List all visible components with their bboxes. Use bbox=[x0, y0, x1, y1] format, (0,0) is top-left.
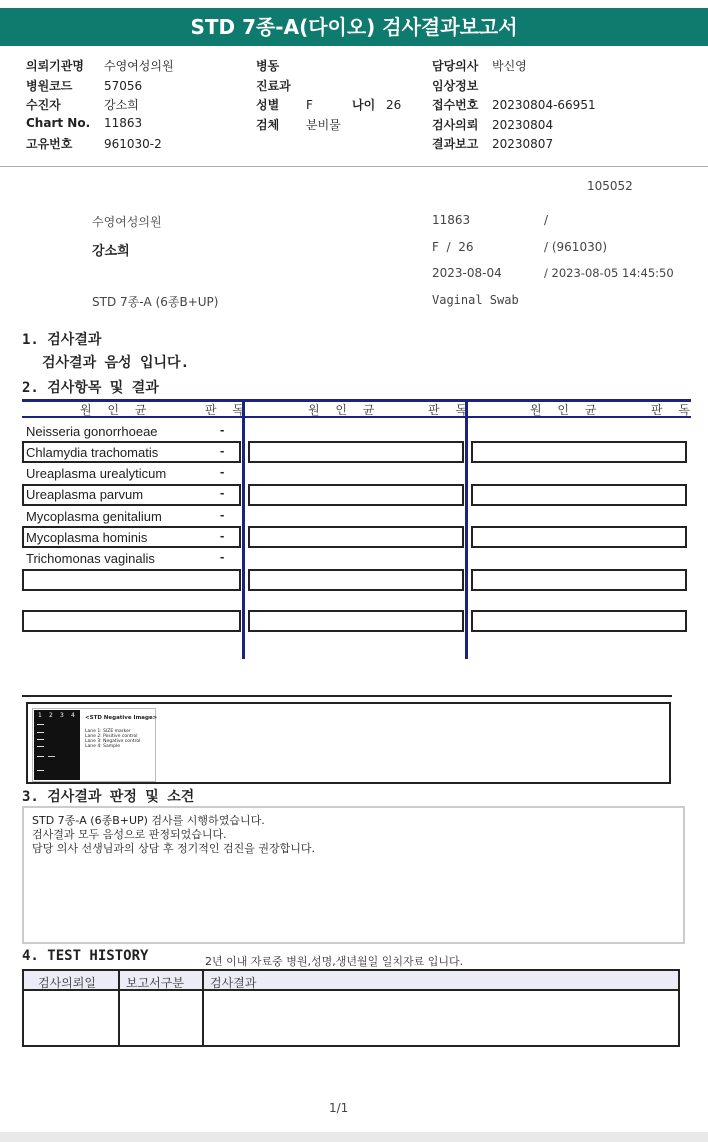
pathogen-result: - bbox=[220, 528, 225, 543]
gel-band bbox=[48, 756, 55, 757]
col-pathogen-header: 원 인 균 bbox=[80, 403, 153, 417]
header-value: 57056 bbox=[104, 78, 143, 93]
row-box bbox=[248, 526, 464, 548]
section3-title: 3. 검사결과 판정 및 소견 bbox=[22, 789, 195, 805]
opinion-line: 담당 의사 선생님과의 상담 후 정기적인 검진을 권장합니다. bbox=[32, 842, 315, 855]
lane-number: 4 bbox=[71, 712, 75, 719]
gel-legend-item: Lane 4: Sample bbox=[85, 744, 120, 749]
gel-band bbox=[37, 732, 44, 733]
summary-sex-age: F / 26 bbox=[432, 240, 474, 254]
header-value: 20230804 bbox=[492, 117, 554, 132]
header-col3 bbox=[432, 57, 596, 155]
row-box bbox=[248, 441, 464, 463]
header-label: 접수번호 bbox=[432, 98, 479, 112]
header-value: 수영여성의원 bbox=[104, 59, 174, 73]
summary-patient: 강소희 bbox=[92, 244, 130, 259]
gel-legend-item: Lane 2: Positive control bbox=[85, 734, 138, 739]
header-label: 진료과 bbox=[256, 78, 291, 93]
summary-date-received: 2023-08-04 bbox=[432, 266, 502, 280]
pathogen-result: - bbox=[220, 422, 225, 437]
pathogen-result: - bbox=[220, 443, 225, 458]
gel-band bbox=[37, 770, 44, 771]
pathogen-name: Mycoplasma hominis bbox=[26, 530, 148, 545]
section1-title: 1. 검사결과 bbox=[22, 332, 102, 348]
gel-image bbox=[32, 708, 156, 782]
header-value: F bbox=[306, 98, 313, 112]
pathogen-name: Trichomonas vaginalis bbox=[26, 551, 155, 566]
header-col2 bbox=[256, 57, 401, 135]
pathogen-name: Ureaplasma parvum bbox=[26, 487, 144, 502]
history-col-divider bbox=[202, 971, 204, 1045]
header-value: 20230807 bbox=[492, 137, 554, 151]
row-box bbox=[248, 484, 464, 506]
pathogen-name: Mycoplasma genitalium bbox=[26, 509, 162, 524]
col-pathogen-header: 원 인 균 bbox=[308, 403, 381, 417]
pathogen-result: - bbox=[220, 549, 225, 564]
row-box bbox=[248, 569, 464, 591]
gel-band bbox=[37, 724, 44, 725]
header-value: 분비물 bbox=[306, 117, 341, 132]
header-col1 bbox=[26, 57, 174, 155]
gel-legend-item: Lane 1: SIZE marker bbox=[85, 729, 131, 734]
bottom-bar bbox=[0, 1132, 708, 1142]
header-label: 수진자 bbox=[26, 98, 61, 112]
history-header-row bbox=[24, 971, 678, 991]
gel-legend-item: Lane 3: Negative control bbox=[85, 739, 141, 744]
header-value: 961030-2 bbox=[104, 137, 162, 151]
gel-band bbox=[37, 739, 44, 740]
gel-top-rule bbox=[22, 695, 672, 697]
row-box bbox=[471, 569, 687, 591]
pathogen-result: - bbox=[220, 507, 225, 522]
header-value: 강소희 bbox=[104, 98, 139, 112]
row-box bbox=[471, 610, 687, 632]
col-result-header: 판 독 bbox=[651, 403, 696, 417]
history-col-header: 보고서구분 bbox=[126, 976, 184, 990]
row-box bbox=[471, 526, 687, 548]
row-box bbox=[248, 610, 464, 632]
pathogen-result: - bbox=[220, 485, 225, 500]
report-title: STD 7종-A(다이오) 검사결과보고서 bbox=[0, 8, 708, 46]
gel-band bbox=[37, 746, 44, 747]
summary-specimen: Vaginal Swab bbox=[432, 293, 519, 307]
header-label: 병동 bbox=[256, 59, 280, 73]
col-result-header: 판 독 bbox=[205, 403, 250, 417]
gel-lanes-panel bbox=[34, 710, 80, 780]
header-label: 의뢰기관명 bbox=[26, 59, 84, 73]
table-col-divider bbox=[465, 399, 468, 659]
header-label: 결과보고 bbox=[432, 137, 479, 151]
pathogen-result: - bbox=[220, 464, 225, 479]
report-code: 105052 bbox=[587, 179, 633, 193]
gel-title: <STD Negative Image> bbox=[85, 715, 158, 721]
page-number: 1/1 bbox=[329, 1101, 349, 1115]
section4-note: 2년 이내 자료중 병원,성명,생년월일 일치자료 입니다. bbox=[205, 955, 464, 968]
summary-slash: / bbox=[544, 213, 549, 227]
lane-number: 2 bbox=[49, 712, 53, 719]
pathogen-name: Ureaplasma urealyticum bbox=[26, 466, 167, 481]
header-label: 검사의뢰 bbox=[432, 117, 479, 132]
col-result-header: 판 독 bbox=[428, 403, 473, 417]
summary-clinic: 수영여성의원 bbox=[92, 215, 162, 229]
section4-title: 4. TEST HISTORY bbox=[22, 948, 149, 964]
row-box bbox=[471, 484, 687, 506]
header-label: 성별 bbox=[256, 98, 280, 112]
history-col-header: 검사의뢰일 bbox=[38, 976, 96, 990]
header-value: 박신영 bbox=[492, 59, 527, 73]
history-col-header: 검사결과 bbox=[210, 976, 257, 990]
col-pathogen-header: 원 인 균 bbox=[530, 403, 603, 417]
summary-date-reported: / 2023-08-05 14:45:50 bbox=[544, 266, 674, 280]
pathogen-name: Neisseria gonorrhoeae bbox=[26, 424, 158, 439]
age-value: 26 bbox=[386, 98, 402, 112]
opinion-line: 검사결과 모두 음성으로 판정되었습니다. bbox=[32, 828, 227, 841]
history-table bbox=[22, 969, 680, 1047]
lane-number: 1 bbox=[38, 712, 42, 719]
gel-band bbox=[37, 756, 44, 757]
header-value: 20230804-66951 bbox=[492, 98, 596, 112]
summary-test-name: STD 7종-A (6종B+UP) bbox=[92, 295, 219, 309]
row-box bbox=[22, 610, 241, 632]
header-label: 담당의사 bbox=[432, 59, 479, 73]
row-box bbox=[22, 569, 241, 591]
lane-number: 3 bbox=[60, 712, 64, 719]
history-col-divider bbox=[118, 971, 120, 1045]
opinion-box bbox=[22, 806, 685, 944]
age-label: 나이 bbox=[352, 98, 376, 112]
header-divider bbox=[0, 166, 708, 167]
pathogen-name: Chlamydia trachomatis bbox=[26, 445, 159, 460]
opinion-line: STD 7종-A (6종B+UP) 검사를 시행하였습니다. bbox=[32, 814, 265, 827]
header-label: 임상정보 bbox=[432, 78, 479, 93]
header-label: 검체 bbox=[256, 117, 280, 132]
table-col-divider bbox=[242, 399, 245, 659]
header-label: 고유번호 bbox=[26, 137, 73, 151]
summary-birth: / (961030) bbox=[544, 240, 608, 254]
gel-legend bbox=[85, 729, 140, 749]
summary-chart: 11863 bbox=[432, 213, 471, 227]
header-value: 11863 bbox=[104, 115, 143, 130]
row-box bbox=[471, 441, 687, 463]
header-label: 병원코드 bbox=[26, 78, 73, 93]
header-label: Chart No. bbox=[26, 115, 91, 130]
section1-result: 검사결과 음성 입니다. bbox=[42, 355, 190, 371]
section2-title: 2. 검사항목 및 결과 bbox=[22, 380, 159, 396]
